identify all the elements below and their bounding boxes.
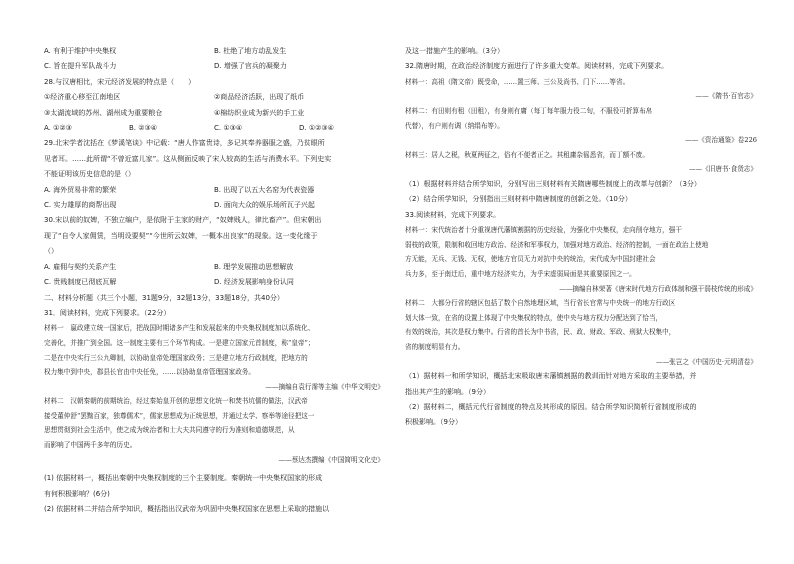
q30-line-2: 现了“自令人家佣赁，当明设要契”“今世所云奴婢，一概本出良家”的现象。这一变化缘于 [44, 231, 318, 240]
q28-items [44, 90, 384, 105]
q30-options-2 [44, 275, 384, 290]
q32-material-2-line-2: 代替），有户则有调（纳绢布等）。 [405, 121, 504, 130]
q31-material-1-source: ——摘编自袁行霈等主编《中华文明史》 [265, 382, 384, 391]
q30-option-c: C. 贵贱制度已彻底瓦解 [44, 278, 117, 287]
q31-material-1-line-4: 权力集中到中央，郡县长官由中央任免，……以协助皇帝管理国家政务。 [44, 368, 255, 377]
q32-part-2: （2）结合所学知识，分别指出三则材料中隋唐制度的创新之处。（10分） [405, 195, 632, 204]
q31-material-2-line-4: 而影响了中国两千多年的历史。 [44, 441, 137, 450]
section-2-heading: 二、材料分析题（共三个小题，31题9分，32题13分，33题18分，共40分） [44, 293, 284, 302]
q32-material-2-line-1: 材料二：有田则有租（田租），有身则有庸（每丁每年服力役二旬，不服役可折算布帛 [405, 107, 653, 115]
q29-line-3: 不能证明该历史信息的是（） [44, 170, 135, 179]
q29-option-d: D. 面向大众的娱乐场所瓦子兴起 [214, 201, 315, 210]
q30-line-1: 30.宋以前的奴婢，不独立编户，是依附于主家的财产，“奴婢贱人，律比畜产”。但宋朝出 [44, 216, 322, 225]
q32-material-2-source: ——《资治通鉴》卷226 [685, 136, 757, 145]
q28-option-a: A. ①②③ [44, 124, 72, 133]
q29-option-a: A. 海外贸易非常的繁荣 [44, 185, 117, 194]
q27-option-b: B. 杜绝了地方动乱发生 [214, 47, 287, 55]
q31-title: 31．阅读材料，完成下列要求。（22分） [44, 308, 171, 317]
q30-option-a: A. 雇佣与契约关系产生 [44, 262, 117, 271]
right-column [405, 44, 757, 431]
q31-material-1-line-1: 材料一 嬴政建立统一国家后，把战国时期诸多产生和发展起来的中央集权制度加以系统化、 [44, 324, 315, 333]
q29-option-b: B. 出现了以五大名窑为代表瓷器 [214, 185, 315, 194]
q33-material-2-line-1: 材料二 大都分行省的辖区包括了数个自然地理区域，当行省长官常与中央统一的地方行政区 [405, 299, 676, 308]
q33-material-2-line-3: 有效的统治，其次是权力集中。行省的首长为中书省，民、政、财政、军政、刑狱大权集中， [405, 328, 676, 337]
q31-part-2-line-1: (2) 依据材料二并结合所学知识，概括指出汉武帝为巩固中央集权国家在思想上采取的措施以 [44, 505, 330, 514]
q30-options [44, 260, 384, 275]
q33-material-2-line-2: 划大体一致，在省的设置上体现了中央集权的特点，使中央与地方权力分配达到了恰当， [405, 313, 663, 322]
q28-stem: 28.与汉唐相比，宋元经济发展的特点是（ ） [44, 77, 196, 86]
q33-part-1-line-1: （1）据材料一和所学知识，概括北宋吸取唐末藩镇割据的教训而针对地方采取的主要举措，并 [405, 372, 697, 381]
q31-material-2-source: ——蔡达杰撰编《中国简明文化史》 [278, 455, 384, 464]
q27-option-c: C. 旨在提升军队战斗力 [44, 62, 117, 71]
q30-option-d: D. 经济发展影响身份认同 [214, 278, 294, 287]
q33-material-1-line-2: 弱枝的政策，限制和收回地方政治、经济和军事权力，加强对地方政治、经济的控制，一面在政治上使地 [405, 240, 709, 249]
q31-part-1-line-2: 有何积极影响？(6分) [44, 489, 110, 498]
q30-option-b: B. 理学发展推动思想解放 [214, 262, 294, 271]
q33-part-2-line-2: 积极影响。（9分） [405, 418, 462, 427]
q33-material-1-line-4: 兵力多，至于南迁后，重中地方经济实力，为乎宋虚弱局面是其重要原因之一。 [405, 269, 636, 278]
q31-part-2-continuation: 及这一措施产生的影响。（3分） [405, 47, 504, 55]
q28-item-2: ②商品经济活跃，出现了纸币 [214, 93, 305, 102]
q28-item-3: ③太湖流域的苏州、湖州成为重要粮仓 [44, 108, 163, 117]
q28-option-b: B. ②③④ [129, 124, 158, 133]
q27-option-d: D. 增强了官兵的凝聚力 [214, 62, 287, 71]
q31-material-1-line-3: 二是在中央实行三公九卿制，以协助皇帝处理国家政务；三是建立地方行政制度，把地方的 [44, 353, 308, 362]
q32-material-3-source: ——《旧唐书·食货志》 [688, 165, 757, 174]
q28-item-1: ①经济重心移至江南地区 [44, 93, 121, 102]
q29-line-2: 见者耳。……此所谓“不曾近富儿家”。这从侧面反映了宋人较高的生活与消费水平。下列史实 [44, 154, 332, 163]
q31-material-2-line-1: 材料二 汉朝秦朝的前期统治，经过秦始皇开创的思想文化统一和焚书坑儒的做法，汉武帝 [44, 397, 308, 406]
q33-material-2-line-4: 省的制度明显有力。 [405, 342, 465, 351]
left-column [44, 44, 384, 517]
q33-part-1-line-2: 指出其产生的影响。（9分） [405, 387, 490, 396]
q29-options-2 [44, 198, 384, 213]
q30-line-3: （） [44, 247, 58, 256]
q31-material-1-line-2: 完善化，并推广到全国。这一制度主要有三个环节构成。一是建立国家元首制度，称“皇帝”； [44, 338, 315, 347]
q28-option-d: D. ①②③④ [299, 124, 334, 133]
q33-material-1-line-1: 材料一：宋代统治者十分重视唐代藩镇割据的历史经验，为强化中央集权，走向削夺地方，强干 [405, 226, 682, 235]
q27-option-a: A. 有利于维护中央集权 [44, 47, 117, 55]
q33-title: 33.阅读材料，完成下列要求。 [405, 210, 501, 219]
q29-options [44, 183, 384, 198]
q27-options-2 [44, 59, 384, 74]
q32-material-1: 材料一：高祖（隋文帝）既受命，……置三师、三公及尚书、门下……等省。 [405, 77, 630, 86]
q31-part-1-line-1: (1) 依据材料一，概括出秦朝中央集权制度的三个主要制度。秦朝统一中央集权国家的形成 [44, 474, 323, 483]
q29-line-1: 29.北宋学者沈括在《梦溪笔谈》中记载：“唐人作富贵诗，多记其奉养器服之盛，乃贫眼所 [44, 139, 325, 148]
q32-material-3: 材料三：居人之税，秋夏两征之，俗有不便者正之。其租庸杂徭悉省，而丁额不废。 [405, 150, 649, 159]
q27-options [44, 44, 384, 59]
q28-options [44, 121, 384, 136]
q32-title: 32.隋唐时期，在政治经济制度方面进行了许多重大变革。阅读材料，完成下列要求。 [405, 62, 669, 71]
q31-material-2-line-2: 接受董仲舒“罢黜百家，独尊儒术”，儒家思想成为正统思想，并通过太学、察举等途径把这一 [44, 411, 315, 420]
q33-material-1-line-3: 方无能，无兵、无钱、无权，使地方官员无力对抗中央的统治，宋代成为中国封建社会 [405, 255, 656, 264]
q32-material-1-source: ——《隋书·百官志》 [695, 92, 757, 101]
q33-part-2-line-1: （2）据材料二，概括元代行省制度的特点及其形成的原因。结合所学知识简析行省制度形成的 [405, 402, 697, 411]
q28-item-4: ④棉纺织业成为新兴的手工业 [214, 108, 305, 117]
q31-material-2-line-3: 思想贯彻到社会生活中，使之成为统治者和士大夫共同遵守的行为准则和道德规范，从 [44, 426, 295, 435]
q28-items-2 [44, 106, 384, 121]
q29-option-c: C. 实力雄厚的商帮出现 [44, 201, 117, 210]
q32-part-1: （1）根据材料并结合所学知识，分别写出三则材料有关隋唐哪些制度上的改革与创新？（3分） [405, 179, 701, 188]
q33-material-2-source: ——张岂之《中国历史·元明清卷》 [655, 357, 757, 366]
q28-option-c: C. ①③④ [214, 124, 243, 133]
q33-material-1-source: ——摘编自林荣著《唐宋时代地方行政体制和强干弱枝传统的形成》 [559, 284, 757, 293]
